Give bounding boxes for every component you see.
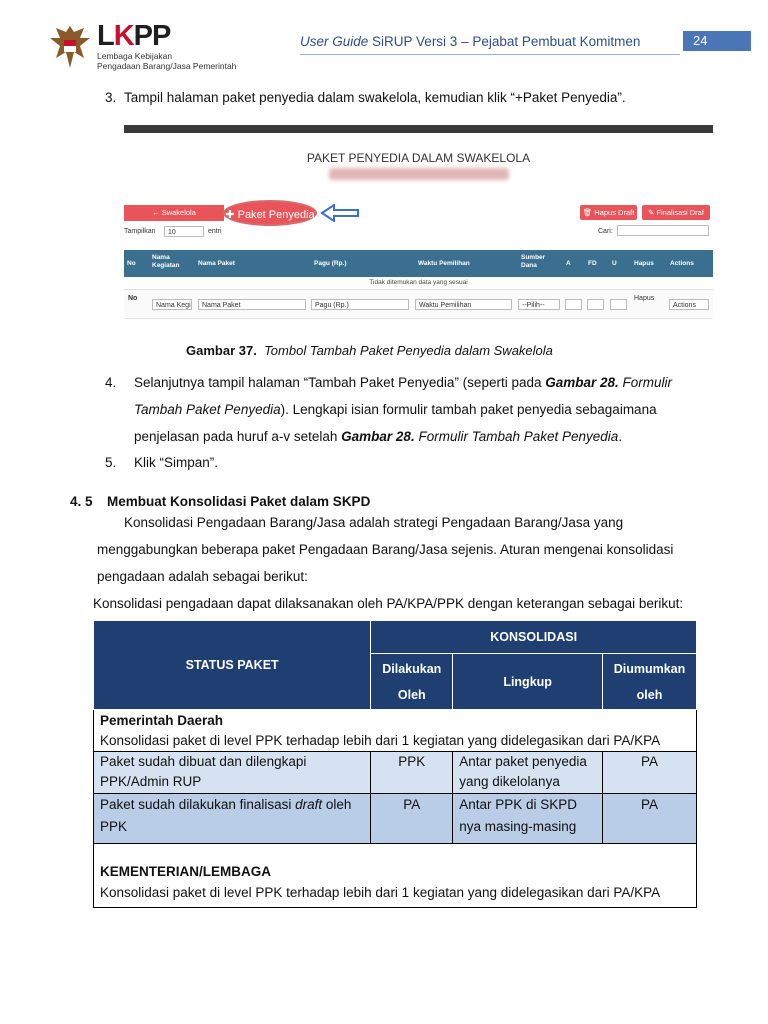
filter-sumber-select[interactable]: --Pilih--	[518, 299, 560, 310]
document-header-title: User Guide SiRUP Versi 3 – Pejabat Pembuat Komitmen	[300, 34, 641, 49]
filter-hapus-label: Hapus	[634, 295, 655, 302]
tampilkan-label: Tampilkan	[124, 228, 156, 235]
col-nama-kegiatan: Nama Kegiatan	[152, 254, 180, 269]
header-status-paket: STATUS PAKET	[94, 621, 371, 710]
row-2-status: Paket sudah dilakukan finalisasi draft oleh PPK	[94, 794, 371, 844]
row-1-diumumkan: PA	[603, 752, 697, 794]
step-4-line-1: Selanjutnya tampil halaman “Tambah Paket Penyedia” (seperti pada Gambar 28. Formulir	[134, 375, 673, 390]
step-5-number: 5.	[105, 455, 117, 470]
header-dilakukan-oleh: Dilakukan Oleh	[371, 654, 453, 710]
entri-label: entri	[208, 228, 222, 235]
page-number-badge: 24	[683, 31, 751, 51]
section-title: Membuat Konsolidasi Paket dalam SKPD	[107, 494, 371, 509]
group-kementerian-lembaga: KEMENTERIAN/LEMBAGA Konsolidasi paket di level PPK terhadap lebih dari 1 kegiatan yang didelegasikan dari PA/KPA	[94, 844, 697, 908]
filter-paket-input[interactable]: Nama Paket	[198, 299, 306, 310]
row-1-lingkup: Antar paket penyedia yang dikelolanya	[453, 752, 603, 794]
row-1-dilakukan: PPK	[371, 752, 453, 794]
blurred-subtitle	[329, 168, 509, 180]
swakelola-button-label: ← Swakelola	[152, 208, 196, 217]
col-actions: Actions	[670, 260, 694, 267]
paket-penyedia-button[interactable]: ✚ Paket Penyedia	[223, 200, 317, 226]
logo-subtitle: Lembaga Kebijakan Pengadaan Barang/Jasa Pemerintah	[97, 51, 237, 71]
para-line-2: menggabungkan beberapa paket Pengadaan Barang/Jasa sejenis. Aturan mengenai konsolidasi	[97, 542, 674, 557]
filter-kegiatan-input[interactable]: Nama Kegi	[152, 299, 192, 310]
step-3-number: 3.	[105, 90, 117, 105]
row-2-diumumkan: PA	[603, 794, 697, 844]
filter-fd-select[interactable]	[587, 299, 604, 310]
screenshot-topbar	[124, 125, 713, 133]
screenshot-title: PAKET PENYEDIA DALAM SWAKELOLA	[306, 151, 531, 165]
entries-select[interactable]: 10	[164, 226, 204, 237]
col-fd: FD	[588, 260, 597, 267]
search-input[interactable]	[617, 225, 709, 236]
konsolidasi-table	[93, 620, 697, 908]
garuda-emblem-icon	[48, 24, 92, 70]
header-diumumkan-oleh: Diumumkan oleh	[603, 654, 697, 710]
col-hapus: Hapus	[634, 260, 654, 267]
col-a: A	[566, 260, 571, 267]
group-pemerintah-daerah: Pemerintah Daerah Konsolidasi paket di level PPK terhadap lebih dari 1 kegiatan yang didelegasikan dari PA/KPA	[94, 710, 697, 752]
lkpp-logo: LKPP	[97, 20, 171, 52]
pointer-arrow-icon	[320, 204, 360, 222]
header-lingkup: Lingkup	[453, 654, 603, 710]
col-nama-paket: Nama Paket	[198, 260, 235, 267]
col-pagu: Pagu (Rp.)	[314, 260, 347, 267]
empty-table-message: Tidak ditemukan data yang sesuai	[124, 277, 713, 290]
finalisasi-draf-button[interactable]: ✎ Finalisasi Draf	[642, 205, 710, 220]
header-konsolidasi: KONSOLIDASI	[371, 621, 697, 654]
step-3-text: Tampil halaman paket penyedia dalam swakelola, kemudian klik “+Paket Penyedia”.	[124, 90, 626, 105]
step-4-line-3: penjelasan pada huruf a-v setelah Gambar 28. Formulir Tambah Paket Penyedia.	[134, 429, 623, 444]
col-waktu-pemilihan: Waktu Pemilihan	[418, 260, 470, 267]
swakelola-button[interactable]	[124, 205, 224, 221]
filter-pagu-input[interactable]: Pagu (Rp.)	[311, 299, 409, 310]
filter-waktu-input[interactable]: Waktu Pemilihan	[415, 299, 512, 310]
col-u: U	[612, 260, 617, 267]
section-number: 4. 5	[70, 494, 93, 509]
step-4-number: 4.	[105, 375, 117, 390]
para-line-3: pengadaan adalah sebagai berikut:	[97, 569, 308, 584]
filter-a-select[interactable]	[565, 299, 582, 310]
filter-no-label: No	[128, 295, 138, 302]
step-4-line-2: Tambah Paket Penyedia). Lengkapi isian formulir tambah paket penyedia sebagaimana	[134, 402, 657, 417]
step-5-text: Klik “Simpan”.	[134, 455, 219, 470]
col-no: No	[127, 260, 136, 267]
figure-screenshot	[124, 125, 713, 319]
filter-actions-input[interactable]: Actions	[669, 299, 709, 310]
header-rule	[300, 54, 680, 55]
para-2: Konsolidasi pengadaan dapat dilaksanakan oleh PA/KPA/PPK dengan keterangan sebagai berikut:	[93, 596, 684, 611]
para-line-1: Konsolidasi Pengadaan Barang/Jasa adalah strategi Pengadaan Barang/Jasa yang	[124, 515, 624, 530]
cari-label: Cari:	[598, 228, 613, 235]
row-2-dilakukan: PA	[371, 794, 453, 844]
col-sumber-dana: Sumber Dana	[521, 254, 546, 269]
row-1-status: Paket sudah dibuat dan dilengkapi PPK/Admin RUP	[94, 752, 371, 794]
hapus-draft-button[interactable]: 🗑 Hapus Draft	[580, 205, 637, 220]
row-2-lingkup: Antar PPK di SKPD nya masing-masing	[453, 794, 603, 844]
filter-u-select[interactable]	[610, 299, 627, 310]
figure-caption: Gambar 37. Tombol Tambah Paket Penyedia dalam Swakelola	[186, 343, 553, 358]
